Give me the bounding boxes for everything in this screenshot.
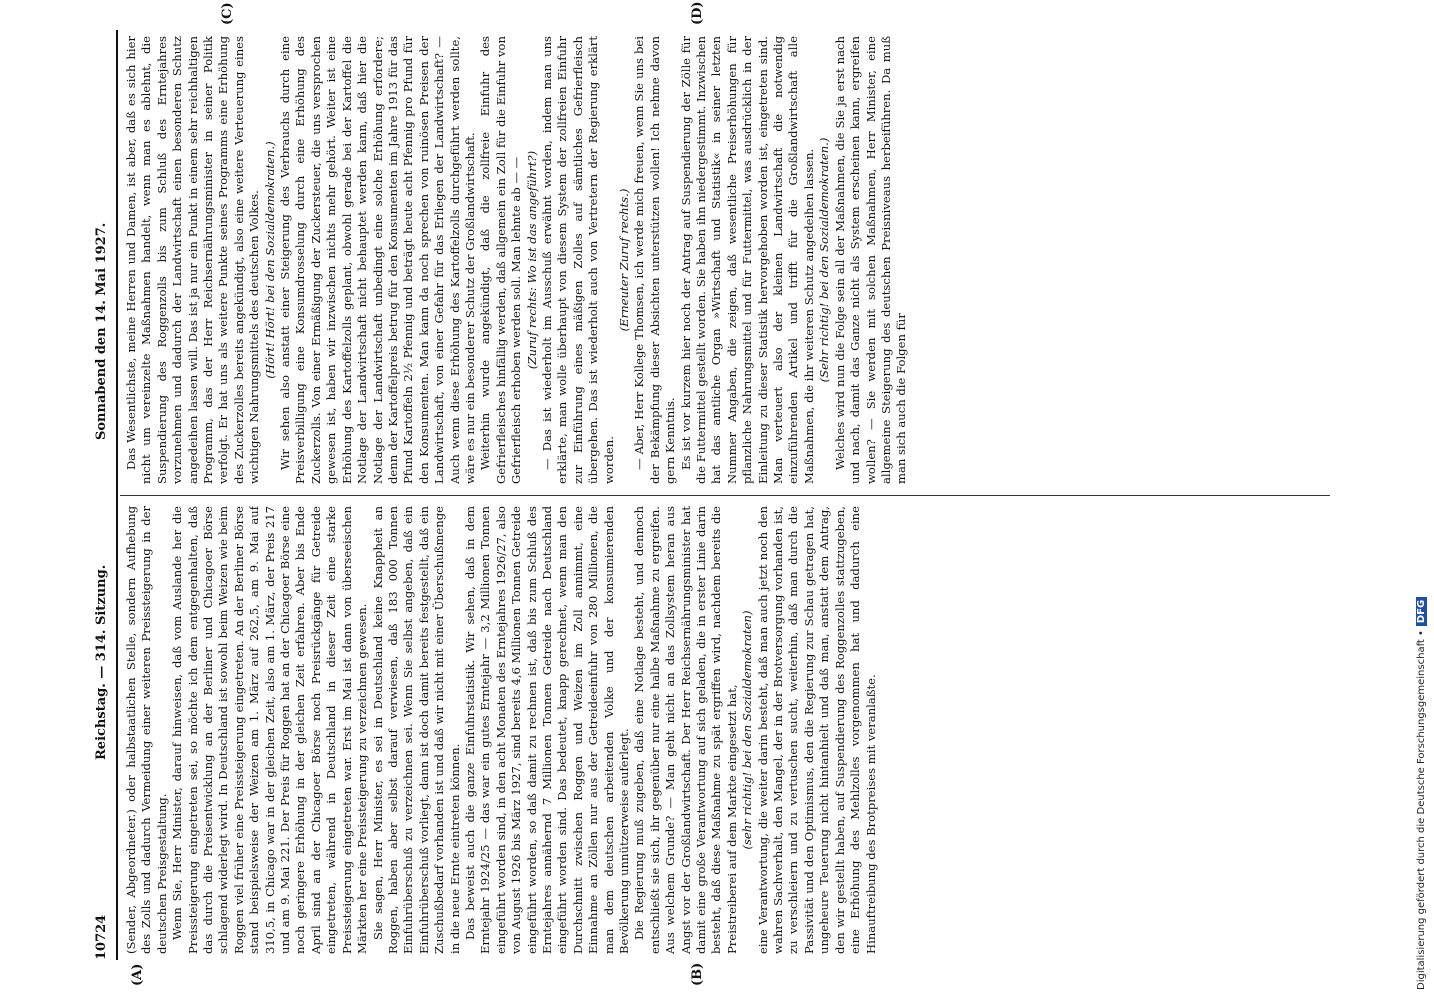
header-rule bbox=[116, 30, 118, 960]
left-column bbox=[124, 506, 1334, 954]
credit-text: Digitalisierung gefördert durch die Deutsche Forschungsgemeinschaft • bbox=[1416, 630, 1427, 990]
paragraph: Es ist vor kurzem hier noch der Antrag auf Suspendierung der Zölle für die Futtermittel gestellt worden. Sie haben ihn niedergestimmt. Inzwischen hat das amtliche Organ »Wirtschaft und Statistik« in seiner letzten Nummer Angaben, die zeigen, daß wesentliche Preiserhöhungen für pflanzliche Nahrungsmittel und für Futtermittel, was ausdrücklich in der Einleitung zu dieser Statistik hervorgehoben worden ist, eingetreten sind. Man verteuert also der kleinen Landwirtschaft die notwendig einzuführenden Artikel und trifft für die Großlandwirtschaft alle Maßnahmen, die ihr weiteren Schutz angedeihen lassen. bbox=[678, 36, 816, 484]
interjection: (Sehr richtig! bei den Sozialdemokraten.) bbox=[817, 137, 832, 383]
session-date: Sonnabend den 14. Mai 1927. bbox=[94, 222, 109, 440]
column-divider bbox=[120, 495, 1330, 496]
paragraph: Sie sagen, Herr Minister, es sei in Deutschland keine Knappheit an Roggen, haben aber selbst darauf verwiesen, daß 183 000 Tonnen Einfuhrüberschuß zu verzeichnen sei. Wenn Sie selbst angeben, daß ein Einfuhrüberschuß vorliegt, dann ist doch damit bereits festgestellt, daß ein Zuschußbedarf vorhanden ist und daß wir nicht mit einer Überschußmenge in die neue Ernte eintreten können. bbox=[370, 506, 462, 954]
margin-mark-a: (A) bbox=[130, 963, 145, 986]
paragraph: Welches wird nun die Folge sein all der Maßnahmen, die Sie ja erst nach und nach, damit das Ganze nicht als System erscheinen kann, ergreifen wollen? — Sie werden mit solchen Maßnahmen, Herr Minister, eine allgemeine Steigerung des deutschen Preisniveaus herbeiführen. Da muß man sich auch die Folgen für bbox=[832, 36, 909, 484]
running-header bbox=[90, 30, 116, 960]
paragraph: Das Wesentlichste, meine Herren und Damen, ist aber, daß es sich hier nicht um vereinzelte Maßnahmen handelt, wenn man es ablehnt, die Suspendierung des Roggenzolls bis zum Schluß des Erntejahres vorzunehmen und dadurch der Landwirtschaft einen besonderen Schutz angedeihen lassen will. Das ist ja nur ein Punkt in einem sehr reichhaltigen Programm, das der Herr Reichsernährungsminister in seiner Politik verfolgt. Er hat uns als weitere Punkte seines Programms eine Erhöhung des Zuckerzolles bereits angekündigt, also eine weitere Verteuerung eines wichtigen Nahrungsmittels des deutschen Volkes. bbox=[124, 36, 262, 484]
paragraph: (Sender, Abgeordneter.) oder halbstaatlichen Stelle, sondern Aufhebung des Zolls und dadurch Vermeidung einer weiteren Preissteigerung in der deutschen Preisgestaltung. bbox=[124, 506, 169, 954]
paragraph: — Das ist wiederholt im Ausschuß erwähnt worden, indem man uns erklärte, man wolle überhaupt von diesem System der zollfreien Einfuhr zur Einführung eines mäßigen Zolles auf sämtliches Gefrierfleisch übergehen. Das ist wiederholt auch von Vertretern der Regierung erklärt worden. bbox=[539, 36, 616, 484]
paragraph: Die Regierung muß zugeben, daß eine Notlage besteht, und dennoch entschließt sie sich, ihr gegenüber nur eine halbe Maßnahme zu ergreifen. Aus welchem Grunde? — Man geht nicht an das Zollsystem heran aus Angst vor der Großlandwirtschaft. Der Herr Reichsernährungsminister hat damit eine große Verantwortung auf sich geladen, die in erster Linie darin besteht, daß diese Maßnahme zu spät ergriffen wird, nachdem bereits die Preistreiberei auf dem Markte eingesetzt hat, bbox=[632, 506, 739, 954]
paragraph: Wir sehen also anstatt einer Steigerung des Verbrauchs durch eine Preisverbilligung eine Konsumdrosselung durch eine Erhöhung des Zuckerzolls. Von einer Ermäßigung der Zuckersteuer, die uns versprochen gewesen ist, haben wir inzwischen nichts mehr gehört. Weiter ist eine Erhöhung des Kartoffelzolls geplant, obwohl gerade bei der Kartoffel die Notlage der Landwirtschaft nicht behauptet werden kann, daß hier die Notlage der Landwirtschaft unbedingt eine solche Erhöhung erfordere; denn der Kartoffelpreis betrug für den Konsumenten im Jahre 1913 für das Pfund Kartoffeln 2½ Pfennig und beträgt heute acht Pfennig pro Pfund für den Konsumenten. Man kann da noch sprechen von ruinösen Preisen der Landwirtschaft, von einer Gefahr für das Erliegen der Landwirtschaft? — Auch wenn diese Erhöhung des Kartoffelzolls durchgeführt werden sollte, wäre es nur ein besonderer Schutz der Großlandwirtschaft. bbox=[278, 36, 477, 484]
paragraph: Wenn Sie, Herr Minister, darauf hinweisen, daß vom Auslande her die Preissteigerung eingetreten sei, so möchte ich dem entgegenhalten, daß das durch die Preisentwicklung an der Berliner und Chicagoer Börse schlagend widerlegt wird. In Deutschland ist sowohl beim Weizen wie beim Roggen viel früher eine Preissteigerung eingetreten. An der Berliner Börse stand beispielsweise der Weizen am 1. März auf 262,5, am 9. Mai auf 310,5, in Chicago war in der gleichen Zeit, also am 1. März, der Preis 217 und am 9. Mai 221. Der Preis für Roggen hat an der Chicagoer Börse eine noch geringere Erhöhung in der gleichen Zeit erfahren. Aber bis Ende April sind an der Chicagoer Börse noch Preisrückgänge für Getreide eingetreten, während in Deutschland in dieser Zeit eine starke Preissteigerung eingetreten war. Erst im Mai ist dann von überseeischen Märkten her eine Preissteigerung zu verzeichnen gewesen. bbox=[170, 506, 370, 954]
right-column bbox=[124, 36, 1334, 484]
dfg-logo: DFG bbox=[1416, 597, 1427, 626]
digitization-credit bbox=[1416, 0, 1432, 990]
interjection: (Zuruf rechts: Wo ist das angeführt?) bbox=[524, 150, 539, 370]
margin-mark-d: (D) bbox=[690, 1, 705, 25]
paragraph: eine Verantwortung, die weiter darin besteht, daß man auch jetzt noch den wahren Sachverhalt, den Mangel, der in der Brotversorgung vorhanden ist, zu verschleiern und zu vertuschen sucht, weiterhin, daß man durch die Passivität und den Optimismus, den die Regierung zur Schau getragen hat, ungeheure Teuerung nicht hintanhielt und daß man, anstatt dem Antrag, den wir gestellt haben, auf Suspendierung des Roggenzolles stattzugeben, eine Erhöhung des Mehlzolles vorgenommen hat und dadurch eine Hinauftreibung des Brotpreises mit veranlaßte. bbox=[755, 506, 878, 954]
paragraph: — Aber, Herr Kollege Thomsen, ich werde mich freuen, wenn Sie uns bei der Bekämpfung dieser Absichten unterstützen wollen! Ich nehme davon gern Kenntnis. bbox=[632, 36, 678, 484]
page-number: 10724 bbox=[94, 914, 109, 960]
session-title: Reichstag. — 314. Sitzung. bbox=[94, 564, 109, 760]
margin-mark-c: (C) bbox=[220, 2, 235, 25]
interjection: (sehr richtig! bei den Sozialdemokraten) bbox=[740, 610, 755, 850]
paragraph: Weiterhin wurde angekündigt, daß die zollfreie Einfuhr des Gefrierfleisches hinfällig werden, daß allgemein ein Zoll für die Einfuhr von Gefrierfleisch erhoben werden soll. Man lehnte ab — — bbox=[478, 36, 524, 484]
paragraph: Das beweist auch die ganze Einfuhrstatistik. Wir sehen, daß in dem Erntejahr 1924/25 — das war ein gutes Erntejahr — 3,2 Millionen Tonnen eingeführt worden sind, in den acht Monaten des Erntejahres 1926/27, also von August 1926 bis März 1927, sind bereits 4,6 Millionen Tonnen Getreide eingeführt worden, so daß damit zu rechnen ist, daß bis zum Schluß des Erntejahres annähernd 7 Millionen Tonnen Getreide nach Deutschland eingeführt worden sind. Das bedeutet, knapp gerechnet, wenn man den Durchschnitt zwischen Roggen und Weizen im Zoll annimmt, eine Einnahme an Zöllen nur aus der Getreideeinfuhr von 280 Millionen, die man dem deutschen arbeitenden Volke und der konsumierenden Bevölkerung unnützerweise auferlegt. bbox=[462, 506, 631, 954]
document-page bbox=[90, 1, 1345, 986]
interjection: (Erneuter Zuruf rechts.) bbox=[617, 188, 631, 332]
margin-mark-b: (B) bbox=[690, 962, 705, 986]
interjection: (Hört! Hört! bei den Sozialdemokraten.) bbox=[262, 141, 277, 379]
